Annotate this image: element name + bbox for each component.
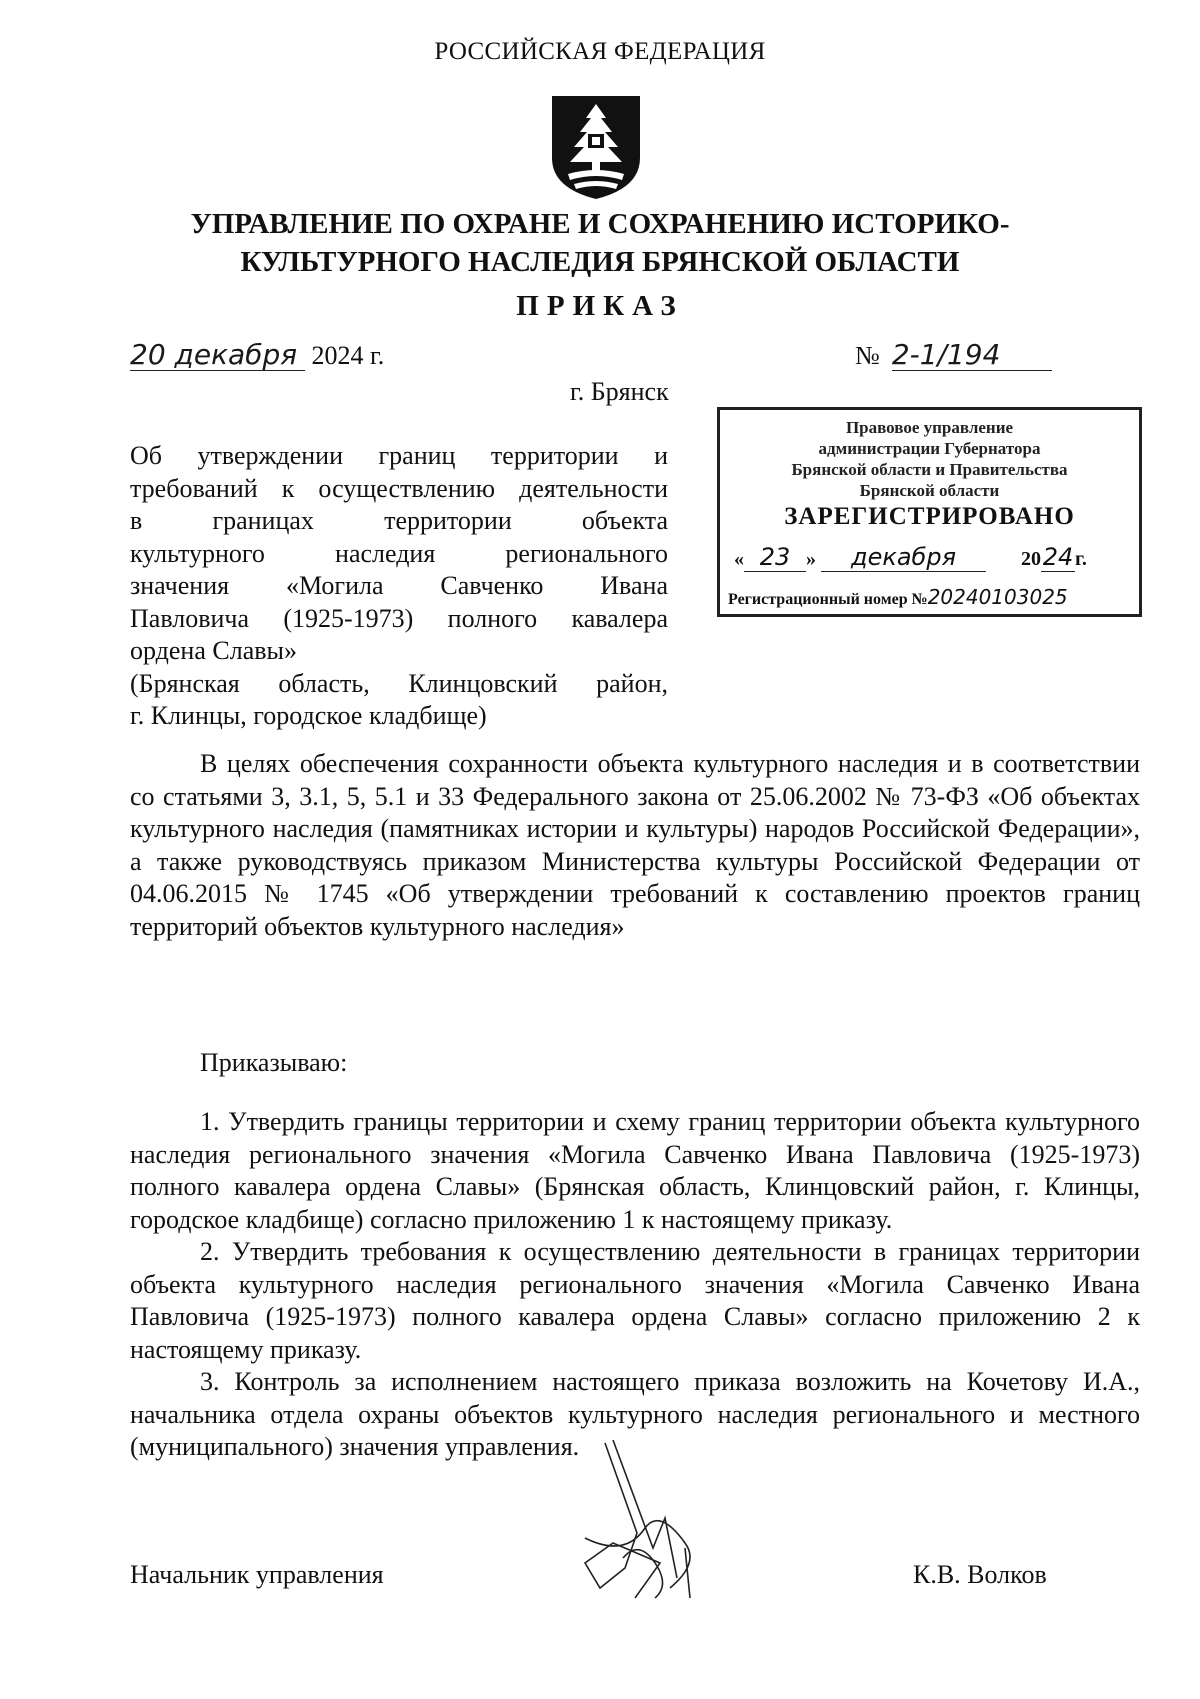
subject-location-line-2: г. Клинцы, городское кладбище) [130,701,487,730]
organization-line-2: КУЛЬТУРНОГО НАСЛЕДИЯ БРЯНСКОЙ ОБЛАСТИ [240,246,960,278]
organization-line-1: УПРАВЛЕНИЕ ПО ОХРАНЕ И СОХРАНЕНИЮ ИСТОРИКО- [190,208,1010,240]
subject-location-line-1: (Брянская область, Клинцовский район, [130,668,668,698]
stamp-line-3: Брянской области и Правительства [791,460,1068,479]
preamble-text: В целях обеспечения сохранности объекта культурного наследия и в соответствии со статьями 3, 3.1, 5, 5.1 и 33 Федерального закона от 25.06.2002 № 73-ФЗ «Об объектах культурного наследия (памятниках истории и культуры) народов Российской Федерации», а также руководствуясь приказом Министерства культуры Российской Федерации от 04.06.2015 № 1745 «Об утверждении требований к составлению проектов границ территорий объектов культурного наследия» [130,749,1140,941]
document-type: ПРИКАЗ [516,290,684,322]
signer-position: Начальник управления [130,1560,384,1589]
order-number [855,340,1052,371]
number-prefix: № [855,341,880,370]
order-item-2: 2. Утвердить требования к осуществлению деятельности в границах территории объекта культурного наследия регионального значения «Могила Савченко Ивана Павловича (1925-1973) полного кавалера ордена Славы» согласно приложению 2 к настоящему приказу. [130,1237,1140,1364]
country-title: РОССИЙСКАЯ ФЕДЕРАЦИЯ [434,38,766,65]
order-item-3: 3. Контроль за исполнением настоящего приказа возложить на Кочетову И.А., начальника отдела охраны объектов культурного наследия регионального и местного (муниципального) значения управления. [130,1367,1140,1461]
stamp-line-4: Брянской области [859,481,1000,500]
city: г. Брянск [570,377,669,406]
stamp-reg-number-handwritten: 20240103025 [927,585,1068,609]
stamp-registered: ЗАРЕГИСТРИРОВАНО [784,503,1075,530]
preamble [130,748,1140,943]
stamp-month-handwritten: декабря [821,543,986,572]
order-items [130,1106,1140,1464]
subject-line: требований к осуществлению деятельности [130,473,668,503]
stamp-day-close: » [806,548,816,570]
subject-line: Павловича (1925-1973) полного кавалера [130,603,668,633]
date-handwritten: 20 декабря [130,340,305,371]
order-word: Приказываю: [200,1048,348,1077]
stamp-day-open: « [734,548,744,570]
number-handwritten: 2-1/194 [892,340,1052,371]
bryansk-coat-of-arms-icon [548,92,644,202]
stamp-year-prefix: 20 [1021,548,1041,570]
registration-stamp [717,407,1142,617]
signer-name: К.В. Волков [913,1560,1047,1589]
order-subject [130,440,668,733]
stamp-line-1: Правовое управление [845,418,1014,437]
stamp-line-2: администрации Губернатора [818,439,1041,458]
stamp-day-handwritten: 23 [744,543,806,572]
stamp-reg-label: Регистрационный номер № [728,591,928,608]
stamp-date [734,543,1129,572]
subject-line: ордена Славы» [130,636,297,665]
stamp-year-suffix: г. [1075,548,1087,570]
stamp-year-handwritten: 24 [1042,543,1074,571]
stamp-registration-number [728,585,1068,609]
organization-name [150,205,1050,281]
subject-line: культурного наследия регионального [130,538,668,568]
handwritten-signature-icon [565,1438,715,1608]
subject-line: в границах территории объекта [130,506,668,535]
date-year: 2024 г. [311,341,385,370]
subject-line: значения «Могила Савченко Ивана [130,571,668,600]
order-item-1: 1. Утвердить границы территории и схему границ территории объекта культурного наследия регионального значения «Могила Савченко Ивана Павловича (1925-1973) полного кавалера ордена Славы» (Брянская область, Клинцовский район, г. Клинцы, городское кладбище) согласно приложению 1 к настоящему приказу. [130,1107,1140,1234]
subject-line: Об утверждении границ территории и [130,441,668,470]
order-date [130,340,384,371]
